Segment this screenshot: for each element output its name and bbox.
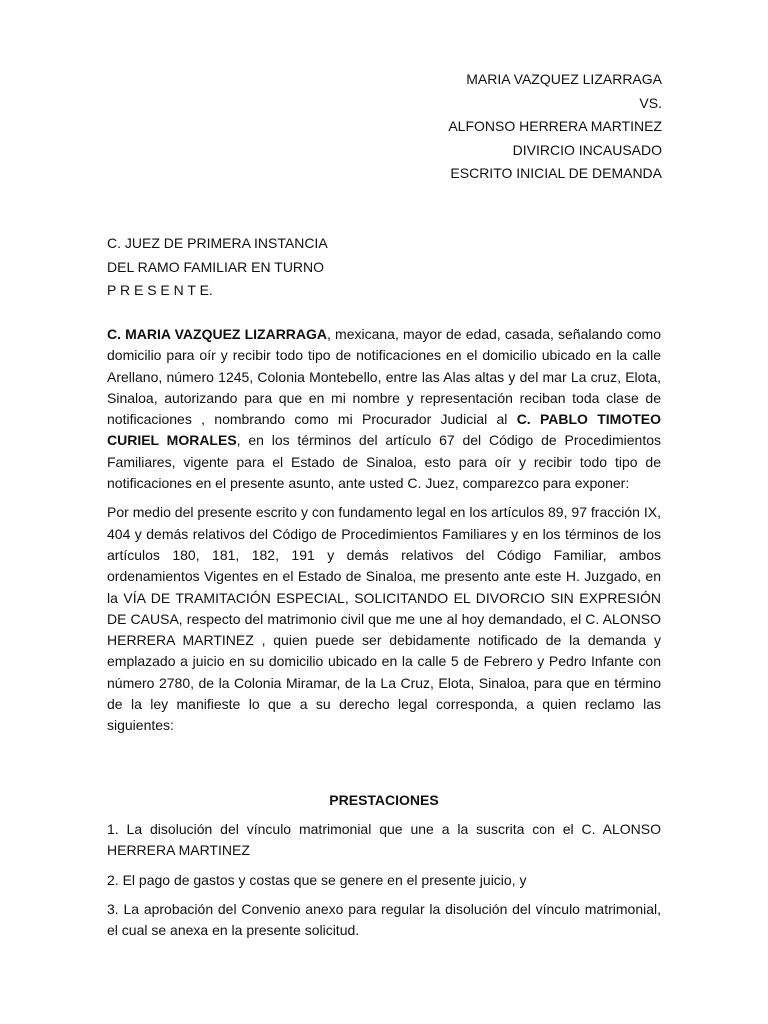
introduction-paragraph xyxy=(107,324,661,494)
attorney-name-bold: C. PABLO TIMOTEO CURIEL MORALES xyxy=(107,411,661,449)
list-item: 3. La aprobación del Convenio anexo para regular la disolución del vínculo matrimonial, el cual se anexa en la presente solicitud. xyxy=(107,900,661,939)
plaintiff-name: MARIA VAZQUEZ LIZARRAGA xyxy=(466,71,662,87)
addressee-line-3: P R E S E N T E. xyxy=(107,282,213,298)
addressee-line-1: C. JUEZ DE PRIMERA INSTANCIA xyxy=(107,235,328,251)
case-header xyxy=(448,68,662,186)
addressee-line-2: DEL RAMO FAMILIAR EN TURNO xyxy=(107,258,325,275)
case-type: DIVIRCIO INCAUSADO xyxy=(512,141,662,158)
list-item: 2. El pago de gastos y costas que se genere en el presente juicio, y xyxy=(107,871,527,888)
defendant-name: ALFONSO HERRERA MARTINEZ xyxy=(448,118,662,134)
petition-paragraph: Por medio del presente escrito y con fundamento legal en los artículos 89, 97 fracción IX, 404 y demás relativos del Código de Procedimientos Familiares y en los términos de los artículos 180, 181, 182, 191 y demás relativos del Código Familiar, ambos ordenamientos Vigentes en el Estado de Sinaloa, me presento ante este H. Juzgado, en la VÍA DE TRAMITACIÓN ESPECIAL, SOLICITANDO EL DIVORCIO SIN EXPRESIÓN DE CAUSA, respecto del matrimonio civil que me une al hoy demandado, el C. ALONSO HERRERA MARTINEZ , quien puede ser debidamente notificado de la demanda y emplazado a juicio en su domicilio ubicado en la calle 5 de Febrero y Pedro Infante con número 2780, de la Colonia Miramar, de la La Cruz, Elota, Sinaloa, para que en término de la ley manifieste lo que a su derecho legal corresponda, a quien reclamo las siguientes: xyxy=(107,504,661,734)
prestaciones-heading: PRESTACIONES xyxy=(329,792,439,808)
versus-label: VS. xyxy=(639,94,662,111)
introduction-text-a: , mexicana, mayor de edad, casada, señalando como domicilio para oír y recibir todo tipo de notificaciones en el domicilio ubicado en la calle Arellano, número 1245, Colonia Montebello, entre las Alas altas y del mar La cruz, Elota, Sinaloa, autorizando para que en mi nombre y representación reciban toda clase de notificaciones , nombrando como mi Procurador Judicial al xyxy=(107,326,661,428)
introduction-text-b: , en los términos del artículo 67 del Código de Procedimientos Familiares, vigente para el Estado de Sinaloa, esto para oír y recibir todo tipo de notificaciones en el presente asunto, ante usted C. Juez, comparezco para exponer: xyxy=(107,432,662,492)
document-type: ESCRITO INICIAL DE DEMANDA xyxy=(450,165,662,181)
list-item: 1. La disolución del vínculo matrimonial que une a la suscrita con el C. ALONSO HERRERA MARTINEZ xyxy=(107,821,661,859)
prestaciones-list xyxy=(107,819,661,949)
plaintiff-name-bold: C. MARIA VAZQUEZ LIZARRAGA xyxy=(107,326,328,342)
document-body xyxy=(107,324,661,737)
addressee-block xyxy=(107,232,328,303)
